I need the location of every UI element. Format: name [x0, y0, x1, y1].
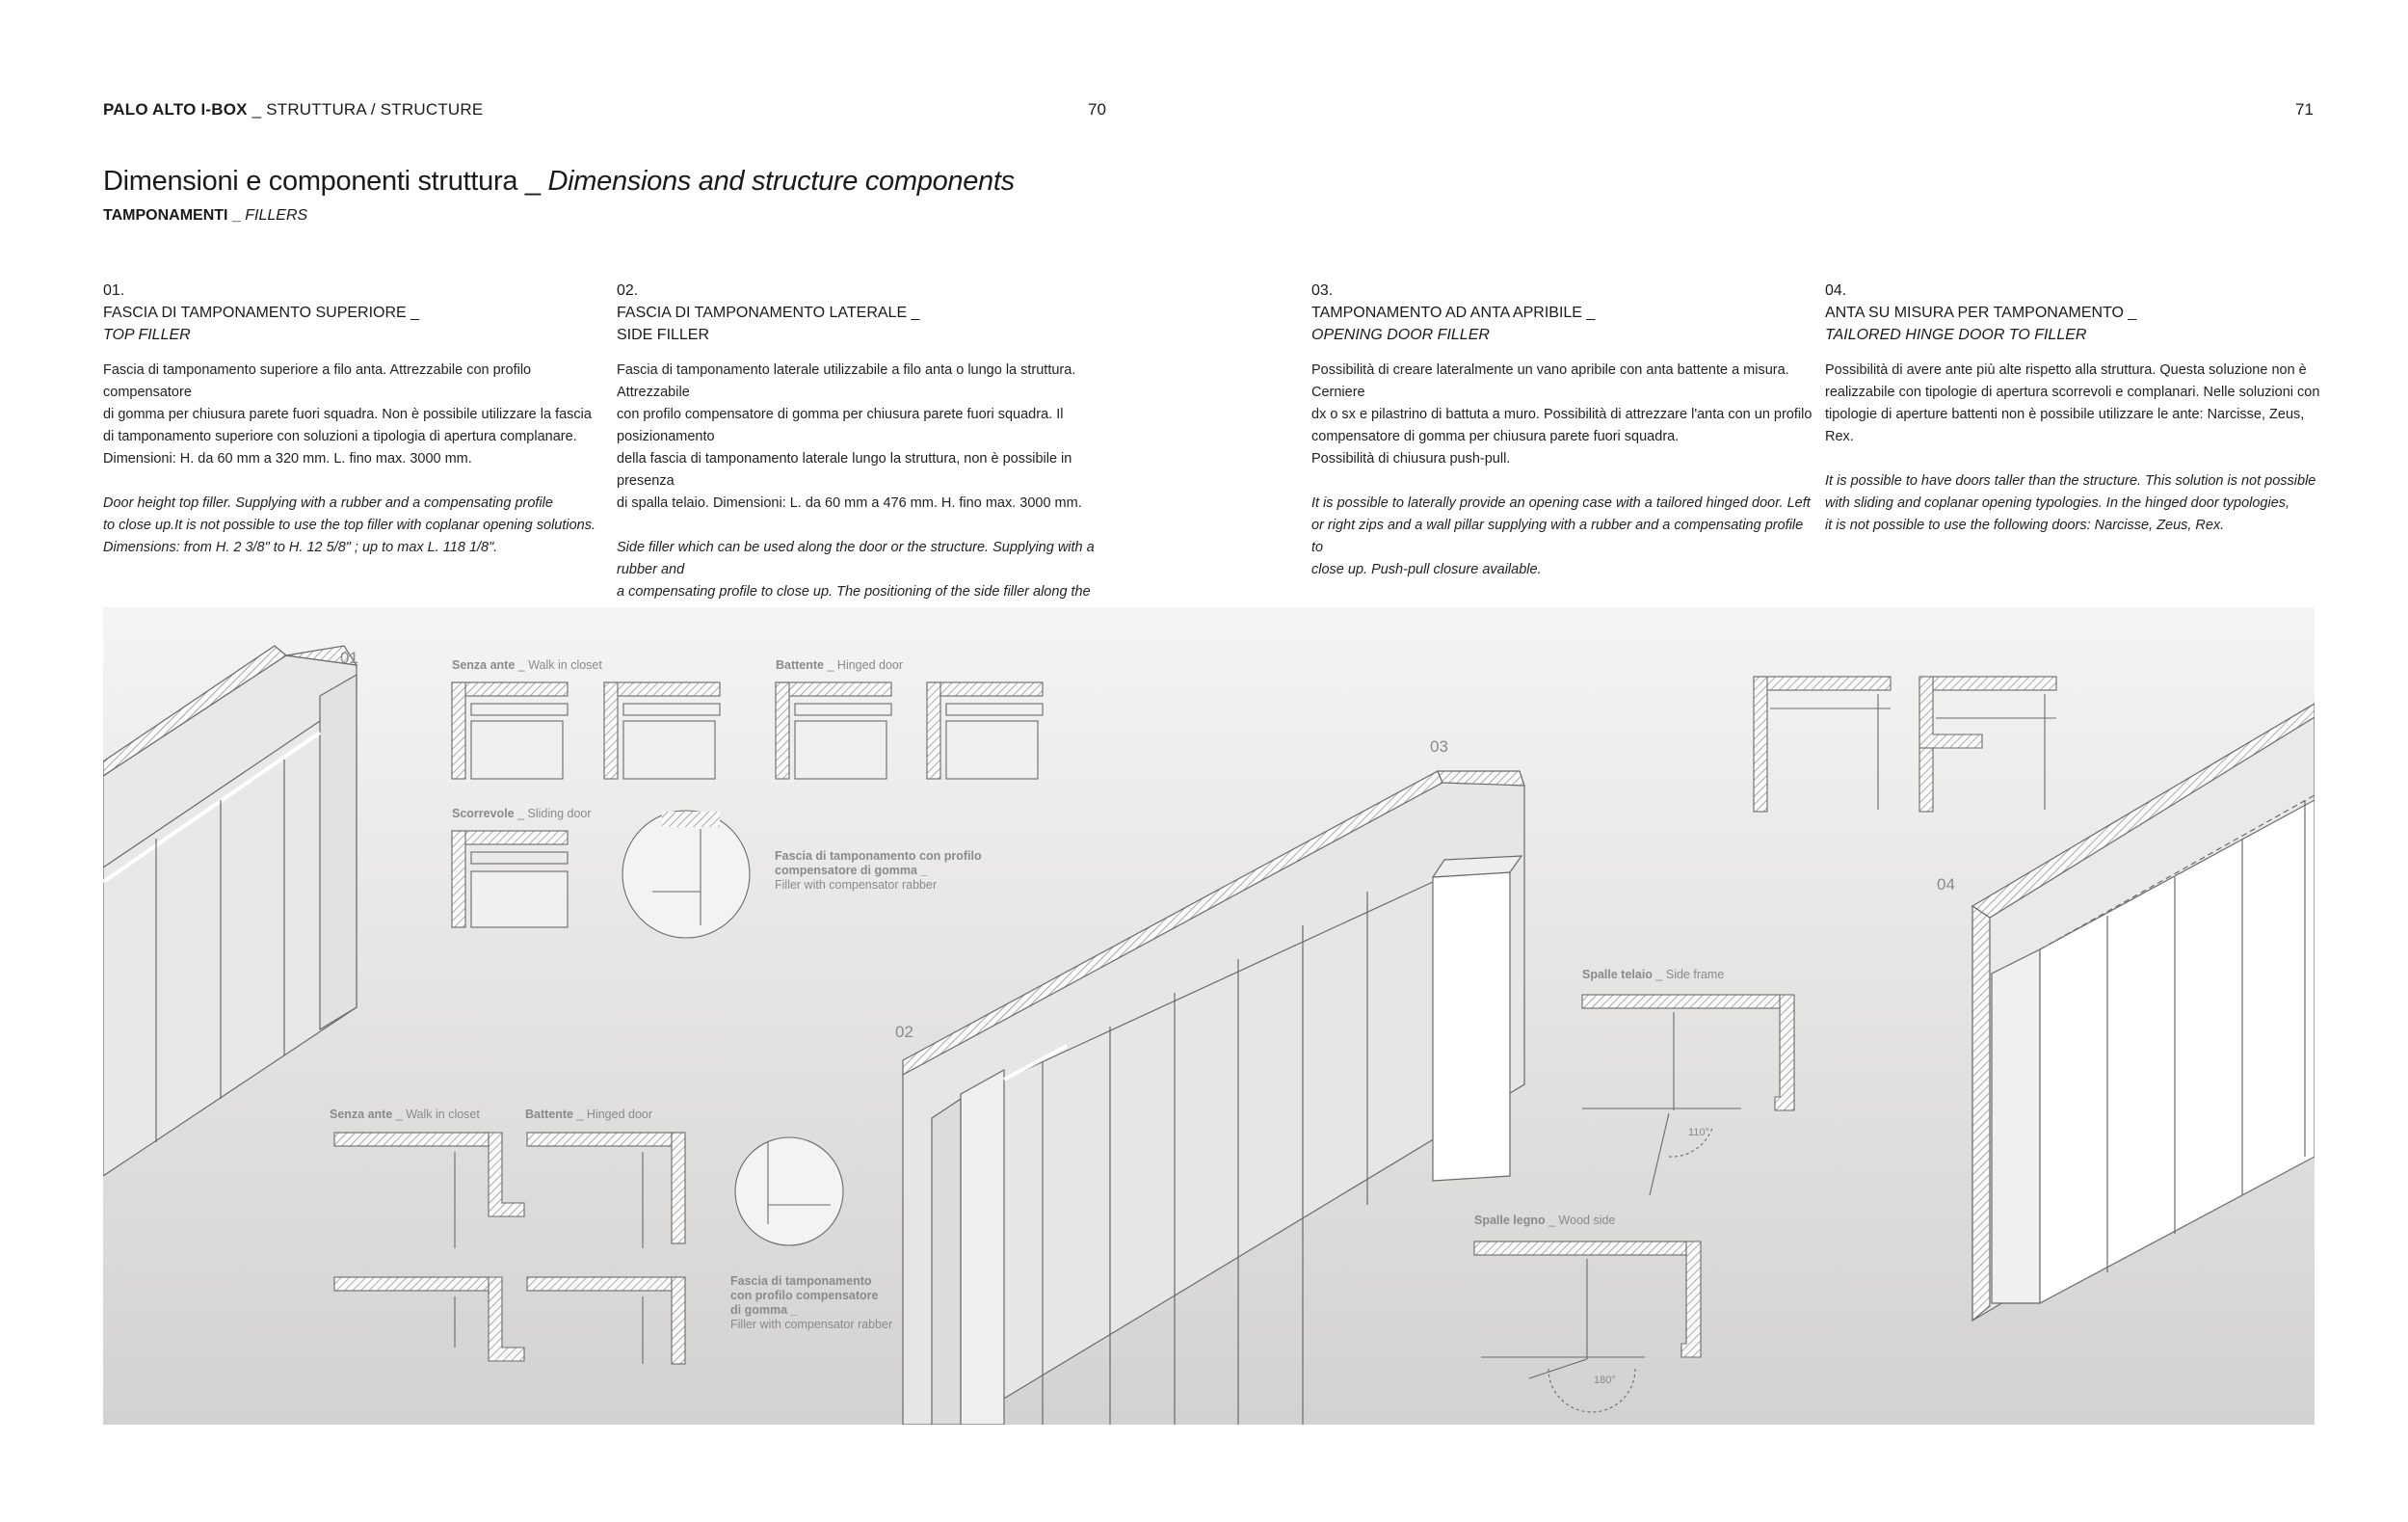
- column-01: [103, 280, 604, 559]
- page-subtitle-it: TAMPONAMENTI _: [103, 207, 246, 224]
- column-heading-en: SIDE FILLER: [617, 327, 710, 343]
- label-line: Fascia di tamponamento con profilo: [775, 849, 982, 863]
- text-line: della fascia di tamponamento laterale lungo la struttura, non è possibile in presenza: [617, 451, 1072, 489]
- text-line: Possibilità di chiusura push-pull.: [1311, 451, 1511, 467]
- page-subtitle-en: FILLERS: [245, 207, 308, 224]
- label-wood-side: [1474, 1214, 1615, 1227]
- page-subtitle: [103, 207, 307, 225]
- text-line: Possibilità di creare lateralmente un vano apribile con anta battente a misura. Cerniere: [1311, 362, 1789, 400]
- text-line: con profilo compensatore di gomma per chiusura parete fuori squadra. Il posizionamento: [617, 407, 1064, 444]
- label-walk-in-top: [452, 658, 602, 672]
- text-line: dx o sx e pilastrino di battuta a muro. Possibilità di attrezzare l'anta con un profilo: [1311, 407, 1813, 422]
- text-line: to close up.It is not possible to use the top filler with coplanar opening solutions.: [103, 518, 596, 533]
- label-bold: Scorrevole: [452, 807, 515, 820]
- text-line: Dimensions: from H. 2 3/8" to H. 12 5/8" ; up to max L. 118 1/8".: [103, 540, 498, 555]
- column-heading-it: FASCIA DI TAMPONAMENTO LATERALE _: [617, 305, 920, 321]
- text-line: or right zips and a wall pillar supplying with a rubber and a compensating profile to: [1311, 518, 1804, 555]
- marker-04: 04: [1937, 875, 1955, 894]
- column-text-it: [103, 360, 604, 470]
- technical-illustration: [103, 607, 2315, 1425]
- marker-03: 03: [1430, 737, 1448, 756]
- label-text: _ Side frame: [1652, 968, 1725, 981]
- label-line: Fascia di tamponamento: [730, 1274, 872, 1288]
- section-name: _ STRUTTURA / STRUCTURE: [247, 100, 484, 119]
- page-number-left: 70: [1088, 100, 1106, 119]
- column-text-it: [1825, 360, 2326, 448]
- column-heading-it: ANTA SU MISURA PER TAMPONAMENTO _: [1825, 305, 2137, 321]
- page-title: [103, 166, 1015, 198]
- text-line: Fascia di tamponamento laterale utilizzabile a filo anta o lungo la struttura. Attrezzabile: [617, 362, 1076, 400]
- label-hinged-bottom: [525, 1108, 652, 1121]
- label-line: Filler with compensator rabber: [730, 1318, 893, 1331]
- text-line: di tamponamento superiore con soluzioni a tipologia di apertura complanare.: [103, 429, 577, 444]
- running-header: [103, 100, 483, 120]
- marker-02: 02: [895, 1023, 913, 1041]
- page-title-en: Dimensions and structure components: [547, 166, 1015, 197]
- text-line: Dimensioni: H. da 60 mm a 320 mm. L. fino max. 3000 mm.: [103, 451, 472, 467]
- text-line: it is not possible to use the following doors: Narcisse, Zeus, Rex.: [1825, 518, 2225, 533]
- label-side-frame: [1582, 968, 1724, 981]
- label-text: _ Walk in closet: [515, 658, 602, 672]
- label-line: di gomma _: [730, 1303, 798, 1317]
- column-text-it: [617, 360, 1118, 515]
- column-heading-en: OPENING DOOR FILLER: [1311, 327, 1490, 343]
- column-number: 03.: [1311, 282, 1334, 299]
- column-text-en: [1311, 493, 1813, 581]
- label-text: _ Hinged door: [573, 1108, 653, 1121]
- column-heading-en: TAILORED HINGE DOOR TO FILLER: [1825, 327, 2087, 343]
- label-hinged-top: [776, 658, 903, 672]
- column-number: 04.: [1825, 282, 1847, 299]
- page-title-it: Dimensioni e componenti struttura _: [103, 166, 548, 197]
- column-text-en: [1825, 470, 2326, 537]
- label-angle-180: 180°: [1594, 1375, 1616, 1386]
- label-text: _ Walk in closet: [392, 1108, 480, 1121]
- label-text: _ Hinged door: [824, 658, 904, 672]
- column-number: 02.: [617, 282, 639, 299]
- text-line: with sliding and coplanar opening typologies. In the hinged door typologies,: [1825, 495, 2290, 511]
- text-line: a compensating profile to close up. The positioning of the side filler along the: [617, 584, 1091, 600]
- page-number-right: 71: [2295, 100, 2314, 119]
- text-line: close up. Push-pull closure available.: [1311, 562, 1542, 577]
- label-bold: Spalle telaio: [1582, 968, 1653, 981]
- label-line: Filler with compensator rabber: [775, 878, 938, 892]
- text-line: Possibilità di avere ante più alte rispetto alla struttura. Questa soluzione non è: [1825, 362, 2307, 378]
- text-line: Side filler which can be used along the door or the structure. Supplying with a rubber and: [617, 540, 1095, 577]
- text-line: It is possible to have doors taller than the structure. This solution is not possible: [1825, 473, 2316, 489]
- column-04: [1825, 280, 2326, 537]
- label-bold: Senza ante: [330, 1108, 393, 1121]
- column-heading-it: FASCIA DI TAMPONAMENTO SUPERIORE _: [103, 305, 420, 321]
- column-heading-it: TAMPONAMENTO AD ANTA APRIBILE _: [1311, 305, 1596, 321]
- text-line: di gomma per chiusura parete fuori squadra. Non è possibile utilizzare la fascia: [103, 407, 592, 422]
- text-line: It is possible to laterally provide an opening case with a tailored hinged door. Left: [1311, 495, 1811, 511]
- label-text: _ Sliding door: [514, 807, 592, 820]
- column-03: [1311, 280, 1813, 581]
- text-line: di spalla telaio. Dimensioni: L. da 60 mm a 476 mm. H. fino max. 3000 mm.: [617, 495, 1082, 511]
- illustration-svg: [103, 607, 2315, 1425]
- label-bold: Battente: [776, 658, 825, 672]
- column-heading-en: TOP FILLER: [103, 327, 191, 343]
- text-line: compensatore di gomma per chiusura parete fuori squadra.: [1311, 429, 1680, 444]
- label-bold: Spalle legno: [1474, 1214, 1546, 1227]
- column-text-en: [103, 493, 604, 559]
- text-line: Door height top filler. Supplying with a rubber and a compensating profile: [103, 495, 553, 511]
- label-line: compensatore di gomma _: [775, 864, 928, 877]
- marker-01: 01: [340, 649, 358, 667]
- column-number: 01.: [103, 282, 125, 299]
- label-bold: Senza ante: [452, 658, 516, 672]
- text-line: Fascia di tamponamento superiore a filo anta. Attrezzabile con profilo compensatore: [103, 362, 532, 400]
- text-line: realizzabile con tipologie di apertura scorrevoli e complanari. Nelle soluzioni con: [1825, 385, 2320, 400]
- text-line: tipologie di aperture battenti non è possibile utilizzare le ante: Narcisse, Zeus, Rex.: [1825, 407, 2305, 444]
- label-angle-110: 110°: [1688, 1127, 1709, 1138]
- label-text: _ Wood side: [1545, 1214, 1616, 1227]
- brand-name: PALO ALTO I-BOX: [103, 100, 248, 119]
- label-line: con profilo compensatore: [730, 1289, 879, 1302]
- column-text-it: [1311, 360, 1813, 470]
- label-bold: Battente: [525, 1108, 574, 1121]
- label-walk-in-bottom: [330, 1108, 480, 1121]
- label-sliding: [452, 807, 592, 820]
